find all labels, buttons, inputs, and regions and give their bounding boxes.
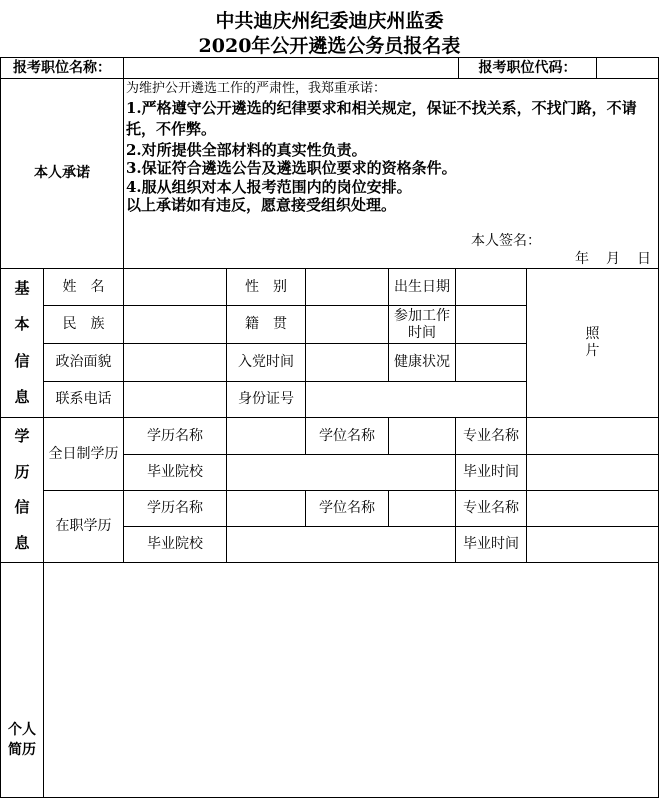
basic-info-section-label (1, 270, 43, 416)
position-name-label: 报考职位名称： (13, 59, 111, 76)
birth-date-input[interactable] (456, 269, 526, 305)
fulltime-grad-time-label: 毕业时间 (463, 464, 519, 480)
parttime-degree-title-label: 学位名称 (319, 500, 375, 516)
name-label: 姓 名 (62, 278, 105, 295)
health-input[interactable] (456, 344, 526, 381)
form-title-line1: 中共迪庆州纪委迪庆州监委 (215, 10, 444, 32)
commitment-item-4: 4.服从组织对本人报考范围内的岗位安排。 (126, 178, 412, 196)
fulltime-degree-title-input[interactable] (389, 418, 455, 454)
parttime-grad-time-input[interactable] (527, 527, 658, 562)
photo-label: 照片 (585, 326, 600, 359)
section-char: 历 (14, 462, 30, 481)
health-label: 健康状况 (394, 354, 450, 370)
resume-label: 个人简历 (8, 722, 36, 758)
grid-line (123, 57, 124, 268)
commitment-item-1: 1.严格遵守公开遴选的纪律要求和相关规定，保证不找关系，不找门路，不请托，不作弊。 (126, 99, 637, 138)
education-section-label (1, 419, 43, 561)
party-join-input[interactable] (306, 344, 388, 381)
fulltime-degree-name-input[interactable] (227, 418, 305, 454)
parttime-degree-name-label: 学历名称 (147, 500, 203, 516)
photo-box[interactable] (527, 269, 658, 417)
name-input[interactable] (124, 269, 226, 305)
section-char: 基 (14, 278, 30, 297)
section-char: 本 (14, 315, 30, 334)
fulltime-major-input[interactable] (527, 418, 658, 454)
fulltime-grad-time-input[interactable] (527, 455, 658, 490)
work-start-label: 参加工作时间 (394, 307, 450, 341)
phone-label: 联系电话 (55, 391, 112, 407)
section-char: 学 (14, 427, 30, 446)
grid-line (596, 57, 597, 78)
commitment-intro: 为维护公开遴选工作的严肃性，我郑重承诺： (126, 81, 387, 96)
commitment-label: 本人承诺 (34, 165, 90, 181)
commitment-item-2: 2.对所提供全部材料的真实性负责。 (126, 141, 367, 159)
signature-label: 本人签名： (471, 233, 541, 249)
fulltime-degree-title-label: 学位名称 (319, 427, 375, 444)
work-start-input[interactable] (456, 306, 526, 343)
fulltime-school-input[interactable] (227, 455, 455, 490)
parttime-degree-name-input[interactable] (227, 491, 305, 526)
date-day-label: 日 (637, 251, 651, 267)
commitment-closing: 以上承诺如有违反，愿意接受组织处理。 (126, 196, 397, 214)
ethnicity-label: 民 族 (62, 316, 105, 332)
ethnicity-input[interactable] (124, 306, 226, 343)
id-number-input[interactable] (306, 382, 526, 417)
date-month-label: 月 (606, 251, 620, 267)
fulltime-edu-label: 全日制学历 (48, 445, 119, 462)
date-year-label: 年 (575, 251, 589, 267)
party-join-label: 入党时间 (238, 354, 294, 370)
commitment-item-3: 3.保证符合遴选公告及遴选职位要求的资格条件。 (126, 159, 457, 177)
parttime-major-label: 专业名称 (463, 500, 519, 516)
position-code-input[interactable] (598, 58, 656, 78)
political-status-input[interactable] (124, 344, 226, 381)
fulltime-degree-name-label: 学历名称 (147, 427, 203, 444)
section-char: 息 (14, 533, 30, 552)
gender-input[interactable] (306, 269, 388, 305)
phone-input[interactable] (124, 382, 226, 417)
position-name-input[interactable] (126, 58, 456, 78)
section-char: 信 (14, 498, 30, 517)
section-char: 息 (14, 388, 30, 407)
parttime-school-label: 毕业院校 (147, 536, 203, 552)
id-number-label: 身份证号 (238, 391, 294, 407)
parttime-grad-time-label: 毕业时间 (463, 536, 519, 552)
fulltime-school-label: 毕业院校 (147, 464, 203, 480)
native-place-label: 籍 贯 (245, 316, 287, 332)
parttime-school-input[interactable] (227, 527, 455, 562)
parttime-degree-title-input[interactable] (389, 491, 455, 526)
position-code-label: 报考职位代码： (478, 59, 577, 76)
resume-input[interactable] (44, 563, 658, 797)
parttime-major-input[interactable] (527, 491, 658, 526)
parttime-edu-label: 在职学历 (55, 518, 112, 534)
gender-label: 性 别 (245, 278, 287, 295)
form-title-line2: 2020年公开遴选公务员报名表 (198, 35, 461, 57)
fulltime-major-label: 专业名称 (463, 427, 519, 444)
native-place-input[interactable] (306, 306, 388, 343)
section-char: 信 (14, 351, 30, 370)
birth-date-label: 出生日期 (394, 278, 450, 295)
political-status-label: 政治面貌 (55, 354, 112, 370)
